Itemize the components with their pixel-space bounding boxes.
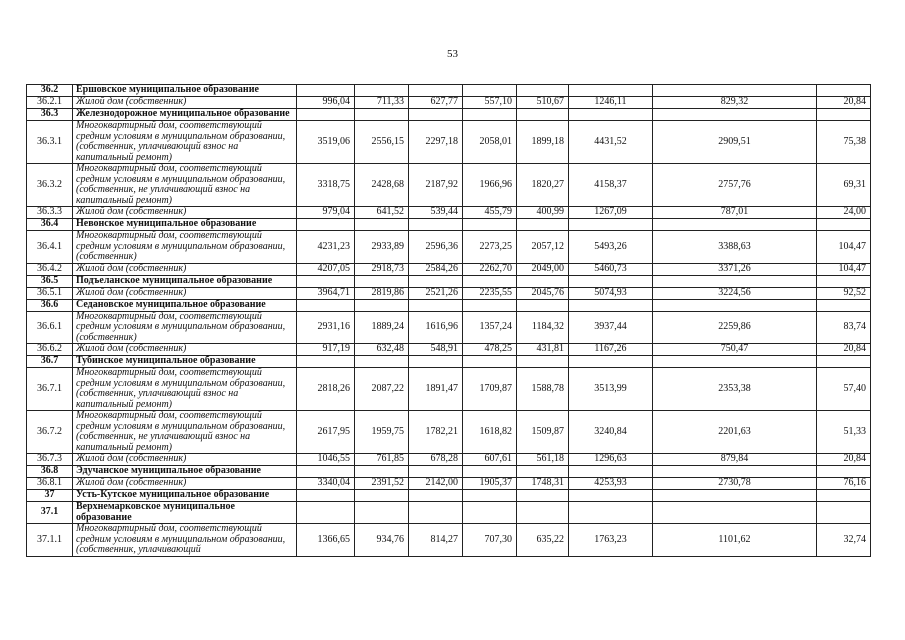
value-cell: 3240,84: [569, 411, 653, 454]
table-row: [27, 263, 871, 275]
value-cell: 632,48: [355, 344, 409, 356]
empty-cell: [463, 219, 517, 231]
table-row: [27, 311, 871, 344]
value-cell: 3371,26: [653, 263, 817, 275]
empty-cell: [517, 219, 569, 231]
empty-cell: [355, 219, 409, 231]
value-cell: 76,16: [817, 478, 871, 490]
empty-cell: [297, 85, 355, 97]
section-row: [27, 356, 871, 368]
section-row: [27, 299, 871, 311]
empty-cell: [817, 490, 871, 502]
value-cell: 1959,75: [355, 411, 409, 454]
table-row: [27, 164, 871, 207]
section-code: 36.7: [27, 356, 73, 368]
value-cell: 1618,82: [463, 411, 517, 454]
value-cell: 1763,23: [569, 524, 653, 557]
empty-cell: [355, 109, 409, 121]
section-name: Ершовское муниципальное образование: [73, 85, 297, 97]
empty-cell: [569, 466, 653, 478]
value-cell: 4207,05: [297, 263, 355, 275]
empty-cell: [463, 85, 517, 97]
value-cell: 829,32: [653, 97, 817, 109]
value-cell: 2730,78: [653, 478, 817, 490]
value-cell: 2521,26: [409, 287, 463, 299]
value-cell: 1509,87: [517, 411, 569, 454]
value-cell: 3937,44: [569, 311, 653, 344]
value-cell: 24,00: [817, 207, 871, 219]
value-cell: 1616,96: [409, 311, 463, 344]
value-cell: 607,61: [463, 454, 517, 466]
empty-cell: [653, 466, 817, 478]
value-cell: 2819,86: [355, 287, 409, 299]
section-name: Верхнемарковское муниципальное образование: [73, 502, 297, 524]
table-row: [27, 478, 871, 490]
section-code: 36.5: [27, 275, 73, 287]
section-row: [27, 466, 871, 478]
value-cell: 455,79: [463, 207, 517, 219]
value-cell: 3340,04: [297, 478, 355, 490]
value-cell: 4231,23: [297, 231, 355, 264]
section-name: Тубинское муниципальное образование: [73, 356, 297, 368]
empty-cell: [653, 490, 817, 502]
value-cell: 2909,51: [653, 121, 817, 164]
empty-cell: [817, 356, 871, 368]
empty-cell: [297, 466, 355, 478]
empty-cell: [517, 502, 569, 524]
value-cell: 1966,96: [463, 164, 517, 207]
empty-cell: [297, 219, 355, 231]
value-cell: 2584,26: [409, 263, 463, 275]
value-cell: 627,77: [409, 97, 463, 109]
value-cell: 561,18: [517, 454, 569, 466]
empty-cell: [817, 275, 871, 287]
empty-cell: [569, 299, 653, 311]
row-description: Жилой дом (собственник): [73, 478, 297, 490]
value-cell: 478,25: [463, 344, 517, 356]
value-cell: 1889,24: [355, 311, 409, 344]
empty-cell: [409, 502, 463, 524]
value-cell: 2058,01: [463, 121, 517, 164]
row-code: 36.6.1: [27, 311, 73, 344]
empty-cell: [569, 85, 653, 97]
row-description: Многоквартирный дом, соответствующий средним условиям в муниципальном образовании, (собственник): [73, 311, 297, 344]
value-cell: 2757,76: [653, 164, 817, 207]
empty-cell: [409, 490, 463, 502]
empty-cell: [355, 490, 409, 502]
value-cell: 2045,76: [517, 287, 569, 299]
empty-cell: [463, 275, 517, 287]
table-row: [27, 411, 871, 454]
section-code: 36.2: [27, 85, 73, 97]
value-cell: 5493,26: [569, 231, 653, 264]
value-cell: 3513,99: [569, 368, 653, 411]
empty-cell: [653, 275, 817, 287]
value-cell: 2262,70: [463, 263, 517, 275]
value-cell: 2933,89: [355, 231, 409, 264]
table-row: [27, 454, 871, 466]
row-description: Жилой дом (собственник): [73, 97, 297, 109]
value-cell: 2187,92: [409, 164, 463, 207]
empty-cell: [517, 109, 569, 121]
section-name: Невонское муниципальное образование: [73, 219, 297, 231]
value-cell: 2297,18: [409, 121, 463, 164]
empty-cell: [297, 299, 355, 311]
value-cell: 1167,26: [569, 344, 653, 356]
value-cell: 2428,68: [355, 164, 409, 207]
value-cell: 1101,62: [653, 524, 817, 557]
section-code: 36.4: [27, 219, 73, 231]
value-cell: 917,19: [297, 344, 355, 356]
value-cell: 1748,31: [517, 478, 569, 490]
section-name: Эдучанское муниципальное образование: [73, 466, 297, 478]
value-cell: 69,31: [817, 164, 871, 207]
empty-cell: [653, 356, 817, 368]
empty-cell: [463, 109, 517, 121]
section-name: Железнодорожное муниципальное образование: [73, 109, 297, 121]
empty-cell: [297, 109, 355, 121]
value-cell: 3224,56: [653, 287, 817, 299]
value-cell: 1899,18: [517, 121, 569, 164]
empty-cell: [817, 85, 871, 97]
row-code: 36.3.3: [27, 207, 73, 219]
value-cell: 3388,63: [653, 231, 817, 264]
empty-cell: [297, 490, 355, 502]
table-row: [27, 524, 871, 557]
value-cell: 92,52: [817, 287, 871, 299]
row-code: 36.3.1: [27, 121, 73, 164]
empty-cell: [817, 109, 871, 121]
value-cell: 814,27: [409, 524, 463, 557]
table-row: [27, 344, 871, 356]
row-description: Многоквартирный дом, соответствующий средним условиям в муниципальном образовании, (собственник, не уплачивающий взнос на капитальный ремонт): [73, 411, 297, 454]
empty-cell: [517, 85, 569, 97]
value-cell: 2931,16: [297, 311, 355, 344]
empty-cell: [355, 275, 409, 287]
row-description: Жилой дом (собственник): [73, 207, 297, 219]
value-cell: 1366,65: [297, 524, 355, 557]
empty-cell: [569, 275, 653, 287]
row-description: Жилой дом (собственник): [73, 263, 297, 275]
empty-cell: [653, 85, 817, 97]
value-cell: 1184,32: [517, 311, 569, 344]
table-row: [27, 121, 871, 164]
value-cell: 539,44: [409, 207, 463, 219]
empty-cell: [409, 466, 463, 478]
value-cell: 2918,73: [355, 263, 409, 275]
value-cell: 75,38: [817, 121, 871, 164]
value-cell: 2556,15: [355, 121, 409, 164]
empty-cell: [569, 490, 653, 502]
section-code: 36.3: [27, 109, 73, 121]
table-row: [27, 97, 871, 109]
empty-cell: [463, 490, 517, 502]
row-code: 36.4.2: [27, 263, 73, 275]
value-cell: 1357,24: [463, 311, 517, 344]
row-code: 36.2.1: [27, 97, 73, 109]
section-code: 36.8: [27, 466, 73, 478]
empty-cell: [517, 356, 569, 368]
row-code: 36.6.2: [27, 344, 73, 356]
value-cell: 4158,37: [569, 164, 653, 207]
value-cell: 1782,21: [409, 411, 463, 454]
empty-cell: [817, 502, 871, 524]
empty-cell: [409, 356, 463, 368]
empty-cell: [817, 466, 871, 478]
empty-cell: [653, 299, 817, 311]
row-description: Многоквартирный дом, соответствующий средним условиям в муниципальном образовании, (собственник, уплачивающий взнос на капитальный ремонт): [73, 368, 297, 411]
section-name: Усть-Кутское муниципальное образование: [73, 490, 297, 502]
empty-cell: [355, 356, 409, 368]
value-cell: 879,84: [653, 454, 817, 466]
value-cell: 1296,63: [569, 454, 653, 466]
section-row: [27, 109, 871, 121]
page-number: 53: [447, 48, 458, 60]
tariff-table: [26, 84, 871, 557]
section-code: 37: [27, 490, 73, 502]
value-cell: 5460,73: [569, 263, 653, 275]
empty-cell: [355, 85, 409, 97]
empty-cell: [817, 299, 871, 311]
section-code: 37.1: [27, 502, 73, 524]
row-code: 37.1.1: [27, 524, 73, 557]
value-cell: 20,84: [817, 97, 871, 109]
table-row: [27, 207, 871, 219]
empty-cell: [569, 356, 653, 368]
value-cell: 104,47: [817, 231, 871, 264]
value-cell: 57,40: [817, 368, 871, 411]
value-cell: 431,81: [517, 344, 569, 356]
row-description: Многоквартирный дом, соответствующий средним условиям в муниципальном образовании, (собственник, уплачивающий взнос на капитальный ремонт): [73, 121, 297, 164]
empty-cell: [409, 85, 463, 97]
empty-cell: [569, 219, 653, 231]
value-cell: 996,04: [297, 97, 355, 109]
row-code: 36.7.1: [27, 368, 73, 411]
row-code: 36.8.1: [27, 478, 73, 490]
value-cell: 750,47: [653, 344, 817, 356]
value-cell: 3964,71: [297, 287, 355, 299]
row-code: 36.5.1: [27, 287, 73, 299]
value-cell: 635,22: [517, 524, 569, 557]
section-name: Подъеланское муниципальное образование: [73, 275, 297, 287]
empty-cell: [517, 275, 569, 287]
table-row: [27, 231, 871, 264]
empty-cell: [569, 109, 653, 121]
empty-cell: [517, 490, 569, 502]
value-cell: 979,04: [297, 207, 355, 219]
value-cell: 761,85: [355, 454, 409, 466]
empty-cell: [297, 275, 355, 287]
empty-cell: [569, 502, 653, 524]
value-cell: 2057,12: [517, 231, 569, 264]
value-cell: 5074,93: [569, 287, 653, 299]
value-cell: 2259,86: [653, 311, 817, 344]
empty-cell: [409, 299, 463, 311]
row-description: Жилой дом (собственник): [73, 287, 297, 299]
section-row: [27, 502, 871, 524]
value-cell: 3318,75: [297, 164, 355, 207]
value-cell: 2235,55: [463, 287, 517, 299]
empty-cell: [817, 219, 871, 231]
value-cell: 32,74: [817, 524, 871, 557]
value-cell: 2049,00: [517, 263, 569, 275]
value-cell: 1905,37: [463, 478, 517, 490]
value-cell: 1246,11: [569, 97, 653, 109]
table-row: [27, 368, 871, 411]
section-row: [27, 219, 871, 231]
value-cell: 678,28: [409, 454, 463, 466]
value-cell: 510,67: [517, 97, 569, 109]
value-cell: 557,10: [463, 97, 517, 109]
row-description: Многоквартирный дом, соответствующий средним условиям в муниципальном образовании, (собственник): [73, 231, 297, 264]
value-cell: 2087,22: [355, 368, 409, 411]
section-row: [27, 490, 871, 502]
empty-cell: [409, 219, 463, 231]
empty-cell: [355, 502, 409, 524]
value-cell: 20,84: [817, 454, 871, 466]
value-cell: 2617,95: [297, 411, 355, 454]
value-cell: 4253,93: [569, 478, 653, 490]
empty-cell: [463, 466, 517, 478]
section-name: Седановское муниципальное образование: [73, 299, 297, 311]
empty-cell: [653, 109, 817, 121]
section-code: 36.6: [27, 299, 73, 311]
value-cell: 2142,00: [409, 478, 463, 490]
row-description: Многоквартирный дом, соответствующий средним условиям в муниципальном образовании, (собственник, не уплачивающий взнос на капитальный ремонт): [73, 164, 297, 207]
value-cell: 2273,25: [463, 231, 517, 264]
empty-cell: [653, 502, 817, 524]
empty-cell: [355, 466, 409, 478]
section-row: [27, 85, 871, 97]
value-cell: 2353,38: [653, 368, 817, 411]
row-code: 36.7.2: [27, 411, 73, 454]
empty-cell: [409, 275, 463, 287]
value-cell: 1267,09: [569, 207, 653, 219]
empty-cell: [517, 299, 569, 311]
value-cell: 2201,63: [653, 411, 817, 454]
empty-cell: [463, 502, 517, 524]
row-code: 36.7.3: [27, 454, 73, 466]
value-cell: 2391,52: [355, 478, 409, 490]
value-cell: 20,84: [817, 344, 871, 356]
empty-cell: [517, 466, 569, 478]
value-cell: 548,91: [409, 344, 463, 356]
value-cell: 1891,47: [409, 368, 463, 411]
empty-cell: [463, 299, 517, 311]
value-cell: 4431,52: [569, 121, 653, 164]
value-cell: 1046,55: [297, 454, 355, 466]
row-code: 36.4.1: [27, 231, 73, 264]
section-row: [27, 275, 871, 287]
value-cell: 641,52: [355, 207, 409, 219]
value-cell: 104,47: [817, 263, 871, 275]
value-cell: 711,33: [355, 97, 409, 109]
value-cell: 787,01: [653, 207, 817, 219]
value-cell: 3519,06: [297, 121, 355, 164]
empty-cell: [409, 109, 463, 121]
row-description: Жилой дом (собственник): [73, 344, 297, 356]
empty-cell: [355, 299, 409, 311]
value-cell: 51,33: [817, 411, 871, 454]
table-row: [27, 287, 871, 299]
empty-cell: [297, 502, 355, 524]
value-cell: 707,30: [463, 524, 517, 557]
empty-cell: [653, 219, 817, 231]
value-cell: 2596,36: [409, 231, 463, 264]
value-cell: 934,76: [355, 524, 409, 557]
value-cell: 1588,78: [517, 368, 569, 411]
value-cell: 2818,26: [297, 368, 355, 411]
empty-cell: [463, 356, 517, 368]
value-cell: 1709,87: [463, 368, 517, 411]
value-cell: 400,99: [517, 207, 569, 219]
row-description: Многоквартирный дом, соответствующий средним условиям в муниципальном образовании, (собственник, уплачивающий: [73, 524, 297, 557]
row-code: 36.3.2: [27, 164, 73, 207]
empty-cell: [297, 356, 355, 368]
value-cell: 1820,27: [517, 164, 569, 207]
row-description: Жилой дом (собственник): [73, 454, 297, 466]
value-cell: 83,74: [817, 311, 871, 344]
